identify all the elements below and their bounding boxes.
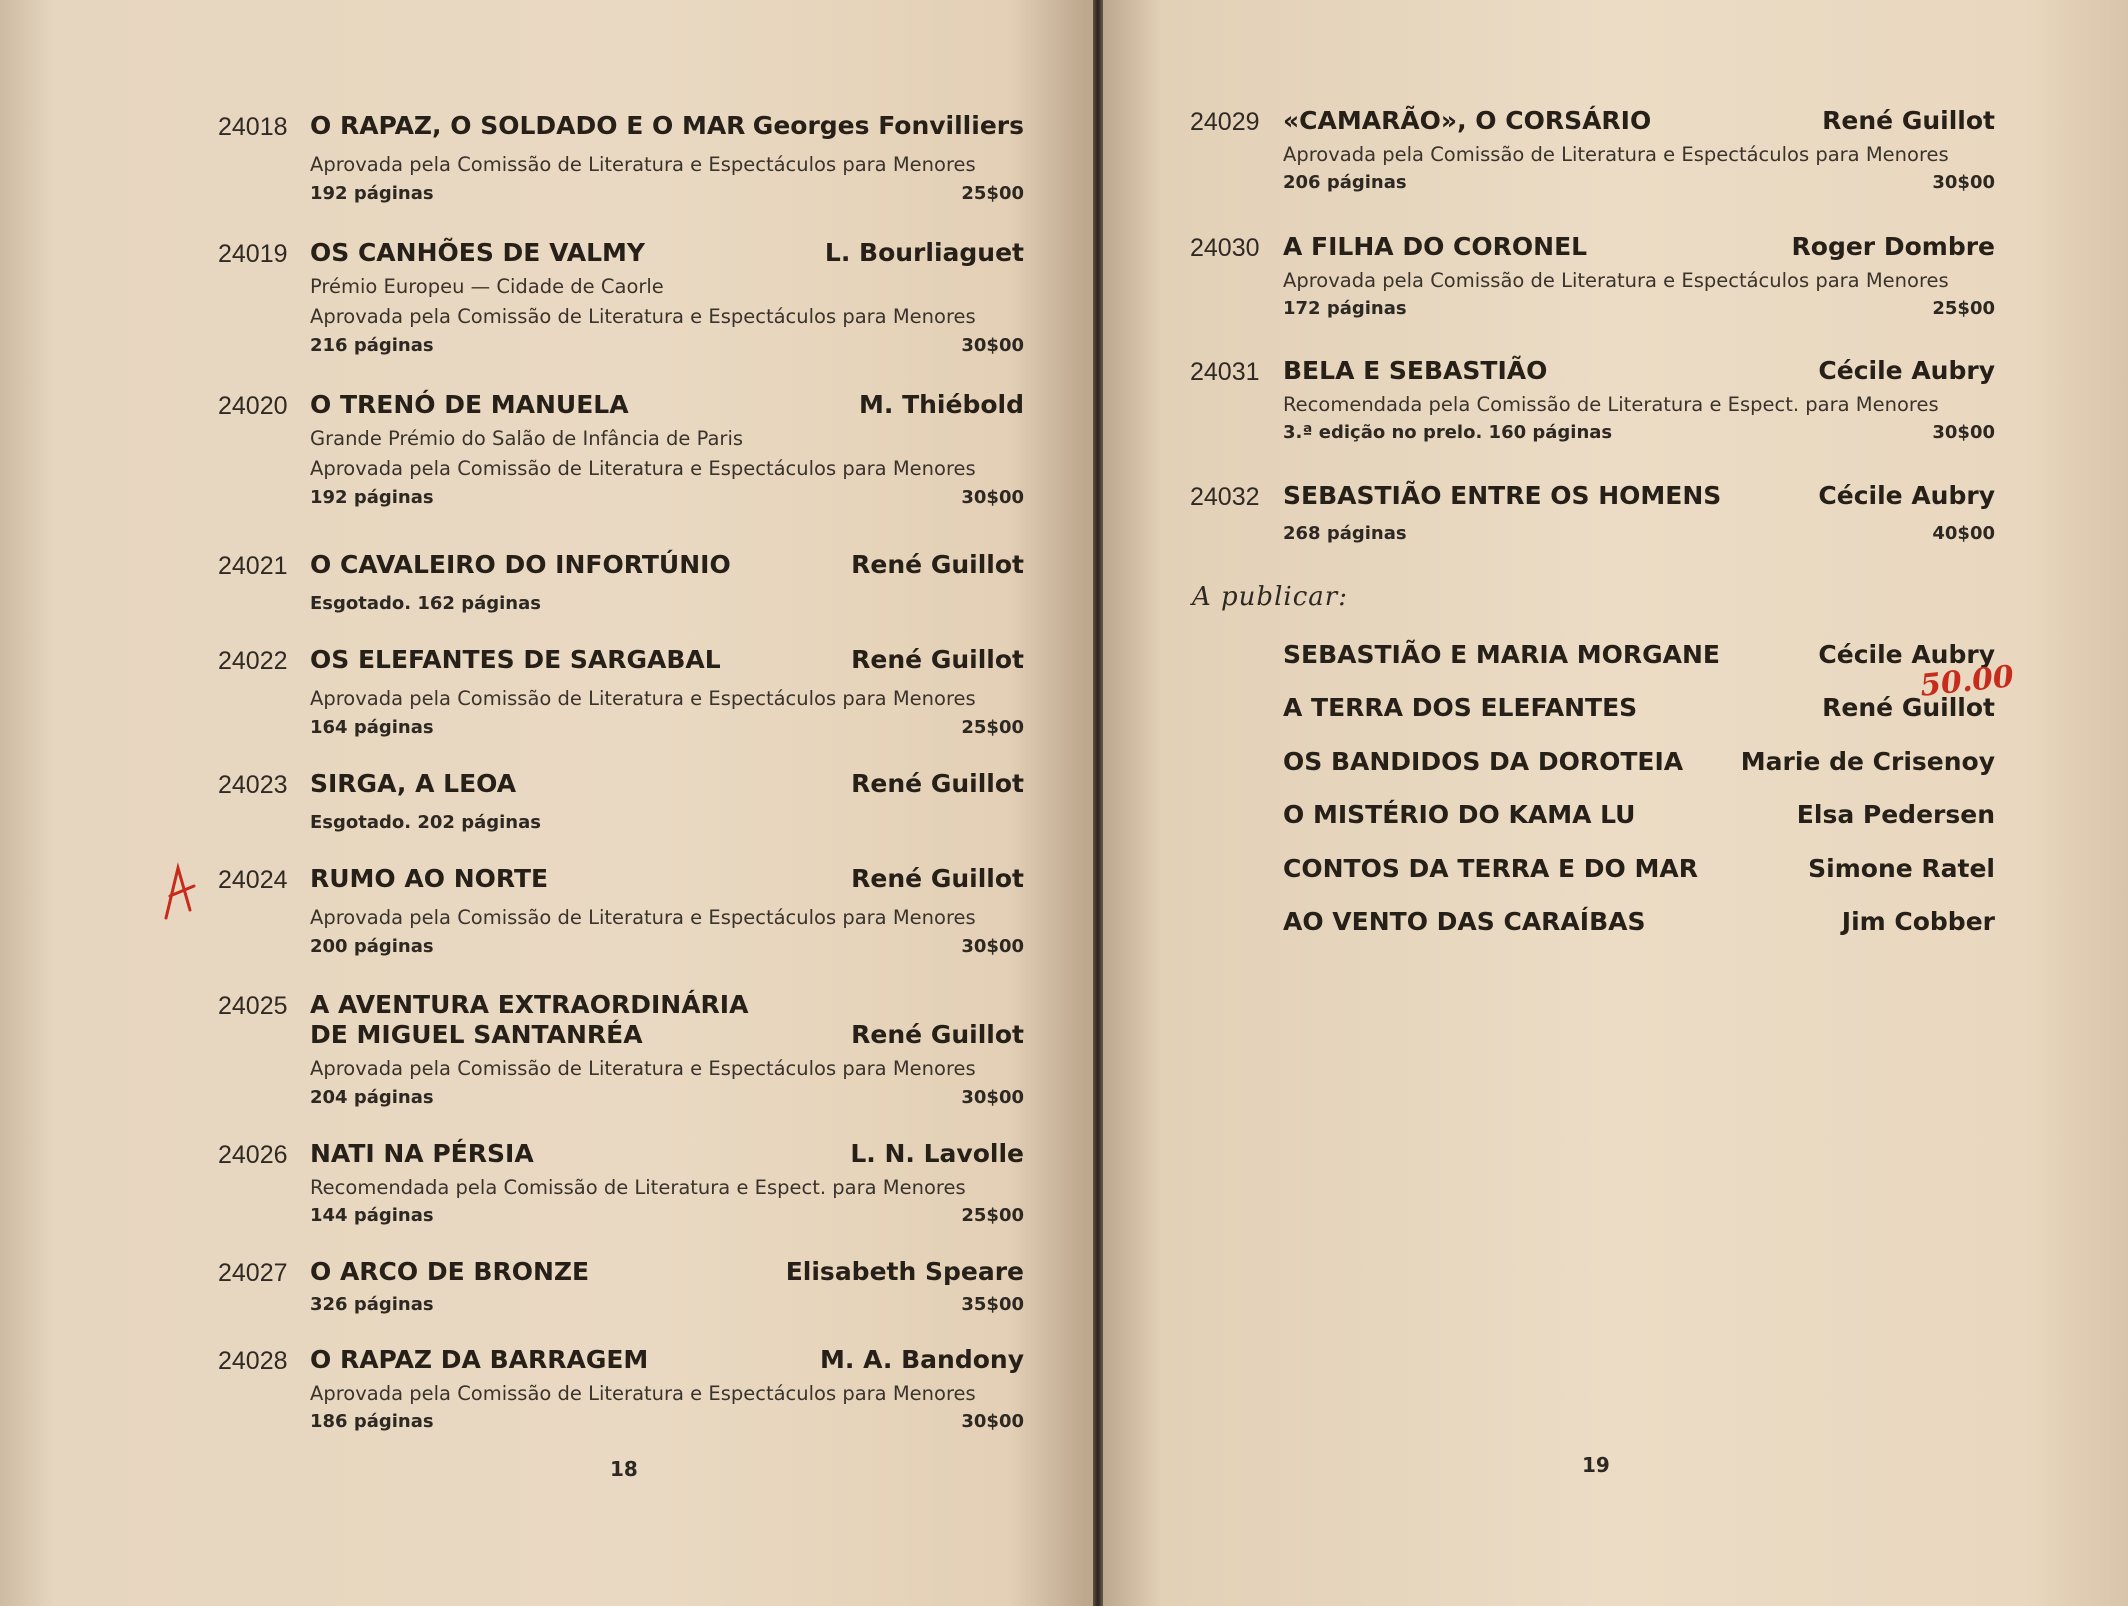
entry-author: René Guillot bbox=[851, 769, 1024, 798]
entry-pages: 204 páginas bbox=[310, 1087, 434, 1108]
entry-number: 24027 bbox=[218, 1259, 288, 1287]
entry-title-line-2: DE MIGUEL SANTANRÉA bbox=[310, 1020, 643, 1049]
entry-note: Recomendada pela Comissão de Literatura e Espect. para Menores bbox=[310, 1176, 966, 1199]
entry-title: A FILHA DO CORONEL bbox=[1283, 232, 1588, 261]
entry-title: O RAPAZ DA BARRAGEM bbox=[310, 1345, 649, 1374]
entry-author: Cécile Aubry bbox=[1818, 356, 1995, 385]
entry-author: M. Thiébold bbox=[859, 390, 1024, 419]
entry-price: 30$00 bbox=[961, 1087, 1024, 1108]
entry-note: Aprovada pela Comissão de Literatura e Espectáculos para Menores bbox=[310, 457, 976, 480]
entry-title: NATI NA PÉRSIA bbox=[310, 1139, 534, 1168]
entry-note: Aprovada pela Comissão de Literatura e Espectáculos para Menores bbox=[310, 1382, 976, 1405]
handwritten-price: 50.00 bbox=[1918, 659, 2016, 704]
entry-title: BELA E SEBASTIÃO bbox=[1283, 356, 1548, 385]
entry-pages: 326 páginas bbox=[310, 1294, 434, 1315]
catalog-entry-24025 bbox=[218, 992, 1024, 1117]
handwritten-a-mark bbox=[158, 862, 206, 922]
entry-note: Aprovada pela Comissão de Literatura e Espectáculos para Menores bbox=[1283, 143, 1949, 166]
entry-pages: Esgotado. 162 páginas bbox=[310, 593, 541, 614]
catalog-entry-24019 bbox=[218, 240, 1024, 365]
entry-author: Cécile Aubry bbox=[1818, 481, 1995, 510]
entry-price: 30$00 bbox=[961, 1411, 1024, 1432]
entry-number: 24025 bbox=[218, 992, 288, 1020]
entry-pages: 186 páginas bbox=[310, 1411, 434, 1432]
upcoming-title: O MISTÉRIO DO KAMA LU bbox=[1283, 800, 1636, 829]
entry-price: 25$00 bbox=[961, 1205, 1024, 1226]
entry-pages: 216 páginas bbox=[310, 335, 434, 356]
entry-number: 24030 bbox=[1190, 234, 1260, 262]
catalog-entry-24032 bbox=[1190, 483, 1995, 553]
entry-title: OS CANHÕES DE VALMY bbox=[310, 238, 645, 267]
entry-number: 24031 bbox=[1190, 358, 1260, 386]
catalog-entry-24024 bbox=[218, 866, 1024, 961]
entry-price: 25$00 bbox=[1932, 298, 1995, 319]
entry-pages: 200 páginas bbox=[310, 936, 434, 957]
catalog-entry-24027 bbox=[218, 1259, 1024, 1329]
entry-note: Aprovada pela Comissão de Literatura e Espectáculos para Menores bbox=[310, 1057, 976, 1080]
page-number: 18 bbox=[610, 1457, 638, 1481]
upcoming-title: AO VENTO DAS CARAÍBAS bbox=[1283, 907, 1646, 936]
entry-author: L. N. Lavolle bbox=[850, 1139, 1024, 1168]
entry-number: 24029 bbox=[1190, 108, 1260, 136]
catalog-entry-24031 bbox=[1190, 358, 1995, 453]
entry-title: «CAMARÃO», O CORSÁRIO bbox=[1283, 106, 1652, 135]
entry-number: 24019 bbox=[218, 240, 288, 268]
upcoming-author: Elsa Pedersen bbox=[1796, 800, 1995, 829]
entry-number: 24028 bbox=[218, 1347, 288, 1375]
entry-pages: 164 páginas bbox=[310, 717, 434, 738]
entry-note: Recomendada pela Comissão de Literatura e Espect. para Menores bbox=[1283, 393, 1939, 416]
catalog-entry-24029 bbox=[1190, 108, 1995, 203]
entry-author: René Guillot bbox=[851, 1020, 1024, 1049]
entry-author: Roger Dombre bbox=[1791, 232, 1995, 261]
entry-pages: 192 páginas bbox=[310, 487, 434, 508]
entry-title: SIRGA, A LEOA bbox=[310, 769, 517, 798]
upcoming-title: A TERRA DOS ELEFANTES bbox=[1283, 693, 1638, 722]
entry-price: 35$00 bbox=[961, 1294, 1024, 1315]
entry-author: L. Bourliaguet bbox=[824, 238, 1024, 267]
upcoming-author: René Guillot bbox=[1822, 693, 1995, 722]
catalog-entry-24020 bbox=[218, 392, 1024, 517]
page-number: 19 bbox=[1582, 1453, 1610, 1477]
entry-number: 24021 bbox=[218, 552, 288, 580]
upcoming-title: CONTOS DA TERRA E DO MAR bbox=[1283, 854, 1698, 883]
entry-note: Grande Prémio do Salão de Infância de Paris bbox=[310, 427, 744, 450]
entry-title: O CAVALEIRO DO INFORTÚNIO bbox=[310, 550, 731, 579]
entry-title: OS ELEFANTES DE SARGABAL bbox=[310, 645, 721, 674]
entry-number: 24026 bbox=[218, 1141, 288, 1169]
entry-pages: 192 páginas bbox=[310, 183, 434, 204]
entry-title: RUMO AO NORTE bbox=[310, 864, 549, 893]
entry-price: 40$00 bbox=[1932, 523, 1995, 544]
entry-price: 30$00 bbox=[961, 487, 1024, 508]
entry-pages: 172 páginas bbox=[1283, 298, 1407, 319]
entry-author: René Guillot bbox=[1822, 106, 1995, 135]
entry-number: 24020 bbox=[218, 392, 288, 420]
catalog-entry-24022 bbox=[218, 647, 1024, 742]
entry-title: SEBASTIÃO ENTRE OS HOMENS bbox=[1283, 481, 1722, 510]
upcoming-author: Cécile Aubry bbox=[1818, 640, 1995, 669]
entry-note: Aprovada pela Comissão de Literatura e Espectáculos para Menores bbox=[310, 153, 976, 176]
upcoming-author: Simone Ratel bbox=[1808, 854, 1995, 883]
entry-number: 24018 bbox=[218, 113, 288, 141]
entry-price: 25$00 bbox=[961, 717, 1024, 738]
entry-title: A AVENTURA EXTRAORDINÁRIA bbox=[310, 990, 749, 1019]
upcoming-author: Jim Cobber bbox=[1841, 907, 1995, 936]
upcoming-title: SEBASTIÃO E MARIA MORGANE bbox=[1283, 640, 1721, 669]
upcoming-author: Marie de Crisenoy bbox=[1740, 747, 1995, 776]
upcoming-title: OS BANDIDOS DA DOROTEIA bbox=[1283, 747, 1684, 776]
book-gutter bbox=[1093, 0, 1103, 1606]
entry-note: Aprovada pela Comissão de Literatura e Espectáculos para Menores bbox=[310, 906, 976, 929]
entry-number: 24032 bbox=[1190, 483, 1260, 511]
entry-author: M. A. Bandony bbox=[820, 1345, 1024, 1374]
entry-pages: 144 páginas bbox=[310, 1205, 434, 1226]
entry-note: Aprovada pela Comissão de Literatura e Espectáculos para Menores bbox=[1283, 269, 1949, 292]
catalog-entry-24026 bbox=[218, 1141, 1024, 1236]
entry-price: 30$00 bbox=[961, 335, 1024, 356]
entry-pages: 268 páginas bbox=[1283, 523, 1407, 544]
entry-author: Elisabeth Speare bbox=[785, 1257, 1024, 1286]
entry-note: Aprovada pela Comissão de Literatura e Espectáculos para Menores bbox=[310, 687, 976, 710]
to-publish-heading: A publicar: bbox=[1192, 582, 1348, 612]
entry-price: 25$00 bbox=[961, 183, 1024, 204]
entry-pages: 3.ª edição no prelo. 160 páginas bbox=[1283, 422, 1613, 443]
entry-author: René Guillot bbox=[851, 864, 1024, 893]
catalog-entry-24018 bbox=[218, 113, 1024, 208]
entry-number: 24024 bbox=[218, 866, 288, 894]
entry-author: Georges Fonvilliers bbox=[752, 111, 1024, 140]
catalog-entry-24021 bbox=[218, 552, 1024, 622]
catalog-entry-24023 bbox=[218, 771, 1024, 841]
entry-title: O TRENÓ DE MANUELA bbox=[310, 390, 629, 419]
entry-number: 24022 bbox=[218, 647, 288, 675]
entry-note: Aprovada pela Comissão de Literatura e Espectáculos para Menores bbox=[310, 305, 976, 328]
entry-pages: 206 páginas bbox=[1283, 172, 1407, 193]
entry-price: 30$00 bbox=[1932, 172, 1995, 193]
to-publish-list bbox=[1283, 640, 1995, 940]
entry-title: O ARCO DE BRONZE bbox=[310, 1257, 590, 1286]
entry-title: O RAPAZ, O SOLDADO E O MAR bbox=[310, 111, 746, 140]
entry-number: 24023 bbox=[218, 771, 288, 799]
entry-author: René Guillot bbox=[851, 645, 1024, 674]
catalog-entry-24028 bbox=[218, 1347, 1024, 1442]
entry-note: Prémio Europeu — Cidade de Caorle bbox=[310, 275, 664, 298]
entry-author: René Guillot bbox=[851, 550, 1024, 579]
entry-price: 30$00 bbox=[1932, 422, 1995, 443]
entry-price: 30$00 bbox=[961, 936, 1024, 957]
entry-pages: Esgotado. 202 páginas bbox=[310, 812, 541, 833]
catalog-entry-24030 bbox=[1190, 234, 1995, 329]
